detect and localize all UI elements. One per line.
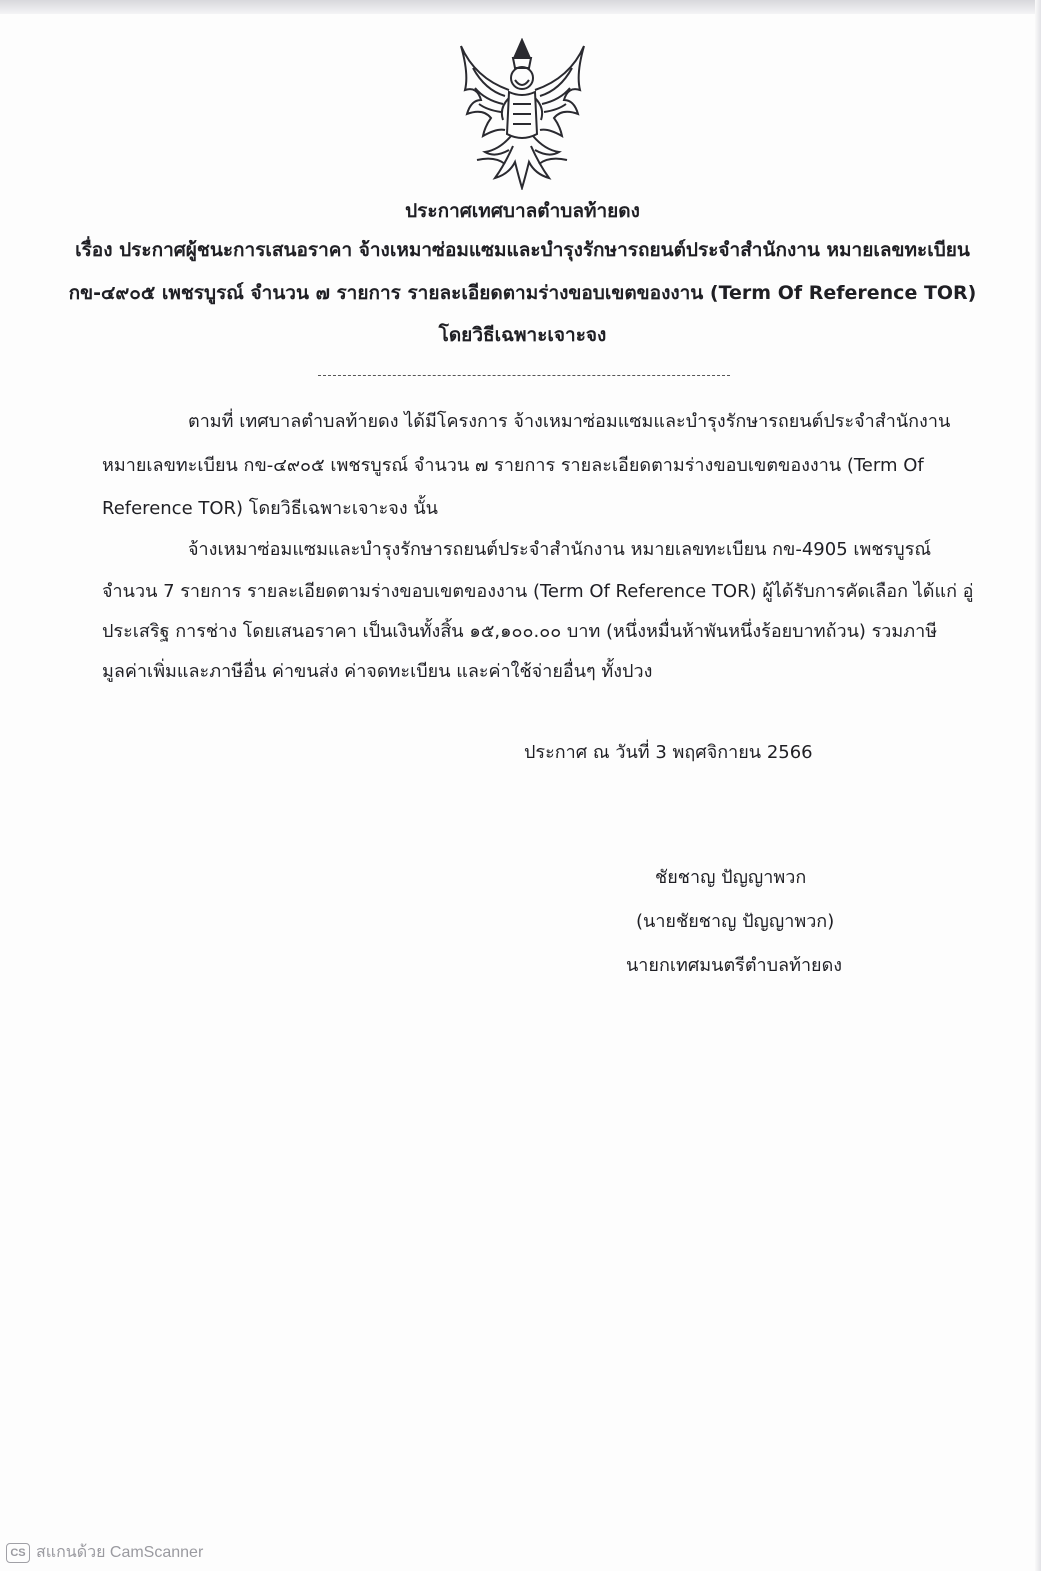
scan-edge-top [0,0,1041,14]
paragraph-2-line-1: จ้างเหมาซ่อมแซมและบำรุงรักษารถยนต์ประจำสำนักงาน หมายเลขทะเบียน กข-4905 เพชรบูรณ์ [188,539,932,560]
camscanner-text: สแกนด้วย CamScanner [36,1544,204,1561]
agency-heading: ประกาศเทศบาลตำบลท้ายดง [405,200,640,222]
subject-line-2: กข-๔๙๐๕ เพชรบูรณ์ จำนวน ๗ รายการ รายละเอียดตามร่างขอบเขตของงาน (Term Of Reference TOR) [68,282,977,304]
garuda-emblem-icon [455,38,590,190]
camscanner-logo-icon: CS [6,1543,30,1563]
paragraph-1-line-3: Reference TOR) โดยวิธีเฉพาะเจาะจง นั้น [102,498,438,519]
heading-divider [318,375,730,376]
subject-line-1: เรื่อง ประกาศผู้ชนะการเสนอราคา จ้างเหมาซ่อมแซมและบำรุงรักษารถยนต์ประจำสำนักงาน หมายเลขทะเบียน [75,239,970,261]
paragraph-2-line-4: มูลค่าเพิ่มและภาษีอื่น ค่าขนส่ง ค่าจดทะเบียน และค่าใช้จ่ายอื่นๆ ทั้งปวง [102,661,653,682]
subject-line-3: โดยวิธีเฉพาะเจาะจง [438,324,607,346]
paragraph-1-line-1: ตามที่ เทศบาลตำบลท้ายดง ได้มีโครงการ จ้างเหมาซ่อมแซมและบำรุงรักษารถยนต์ประจำสำนักงาน [188,411,951,432]
paragraph-2-line-3: ประเสริฐ การช่าง โดยเสนอราคา เป็นเงินทั้งสิ้น ๑๕,๑๐๐.๐๐ บาท (หนึ่งหมื่นห้าพันหนึ่งร้อยบาทถ้วน) รวมภาษี [102,621,938,642]
paragraph-2-line-2: จำนวน 7 รายการ รายละเอียดตามร่างขอบเขตของงาน (Term Of Reference TOR) ผู้ได้รับการคัดเลือก ได้แก่ อู่ [102,581,974,602]
paragraph-1-line-2: หมายเลขทะเบียน กข-๔๙๐๕ เพชรบูรณ์ จำนวน ๗ รายการ รายละเอียดตามร่างขอบเขตของงาน (Term Of [102,455,924,476]
printed-name: (นายชัยชาญ ปัญญาพวก) [636,911,835,932]
camscanner-watermark [6,1540,203,1565]
signatory-position: นายกเทศมนตรีตำบลท้ายดง [626,955,843,976]
signature-name: ชัยชาญ ปัญญาพวก [655,867,807,888]
scan-edge-right [1035,0,1041,1571]
announcement-date: ประกาศ ณ วันที่ 3 พฤศจิกายน 2566 [524,742,813,763]
